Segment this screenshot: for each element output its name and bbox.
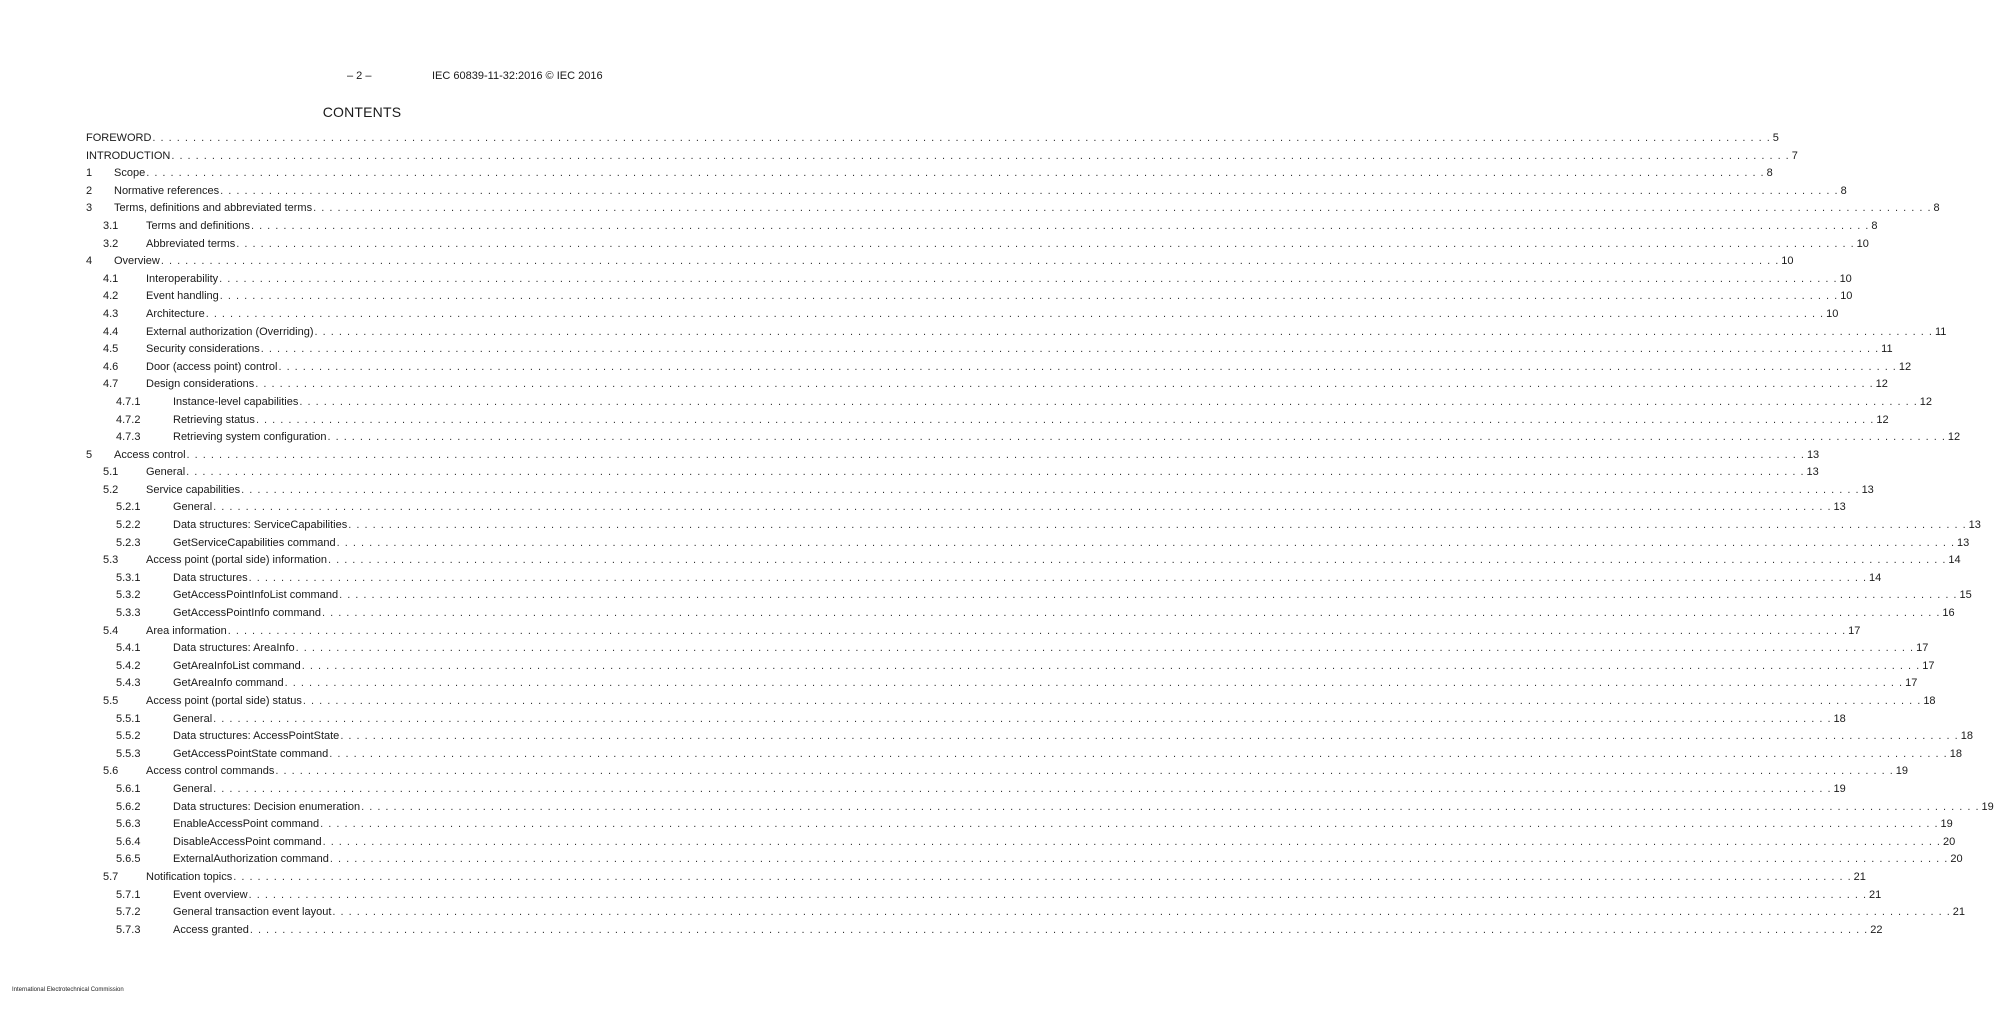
toc-entry-number: 5.2.2 <box>116 519 141 532</box>
toc-entry-page: 14 <box>1946 552 1960 570</box>
dot-leader: . . . . . . . . . . . . . . . . . . . . . . . . . . . . . . . . . . . . . . . . . . . . . . . . . . . . . . . . . . . . . . . . . . . . . . . . . . . . . . . . . . . . . . . . . . . . . . . . . . . . . . . . . . . . . . . . . . . . . . . . . . . . . . . . . . . . . . . . . . . . . . . . . . . . . . . . . . . . . . . . . . . . . . . . . . . . . . . . . . . . . . . . . . . . . . . . . . . . . . . . <box>327 431 1946 444</box>
dot-leader: . . . . . . . . . . . . . . . . . . . . . . . . . . . . . . . . . . . . . . . . . . . . . . . . . . . . . . . . . . . . . . . . . . . . . . . . . . . . . . . . . . . . . . . . . . . . . . . . . . . . . . . . . . . . . . . . . . . . . . . . . . . . . . . . . . . . . . . . . . . . . . . . . . . . . . . . . . . . . . . . . . . . . . . . . . . . . . . . . . . . . . . . . . . . . . . . . . . . . . . . <box>336 536 1956 549</box>
dot-leader: . . . . . . . . . . . . . . . . . . . . . . . . . . . . . . . . . . . . . . . . . . . . . . . . . . . . . . . . . . . . . . . . . . . . . . . . . . . . . . . . . . . . . . . . . . . . . . . . . . . . . . . . . . . . . . . . . . . . . . . . . . . . . . . . . . . . . . . . . . . . . . . . . . . . . . . . . . . . . . . . . . . . . . . . . . . . . . . . . . . . . . . . . . . . . . . . . . . . . . . . <box>186 448 1805 461</box>
toc-entry-page: 7 <box>1790 148 1798 166</box>
toc-entry[interactable] <box>86 640 1929 658</box>
toc-entry-label: Notification topics <box>146 869 233 887</box>
toc-entry-page: 10 <box>1779 253 1793 271</box>
toc-entry[interactable] <box>86 148 1798 166</box>
toc-entry-page: 8 <box>1932 200 1940 218</box>
dot-leader: . . . . . . . . . . . . . . . . . . . . . . . . . . . . . . . . . . . . . . . . . . . . . . . . . . . . . . . . . . . . . . . . . . . . . . . . . . . . . . . . . . . . . . . . . . . . . . . . . . . . . . . . . . . . . . . . . . . . . . . . . . . . . . . . . . . . . . . . . . . . . . . . . . . . . . . . . . . . . . . . . . . . . . . . . . . . . . . . . . . . . . . . . . . . . . . . . . . . . . . . <box>220 184 1839 197</box>
toc-entry-page: 13 <box>1860 482 1874 500</box>
dot-leader: . . . . . . . . . . . . . . . . . . . . . . . . . . . . . . . . . . . . . . . . . . . . . . . . . . . . . . . . . . . . . . . . . . . . . . . . . . . . . . . . . . . . . . . . . . . . . . . . . . . . . . . . . . . . . . . . . . . . . . . . . . . . . . . . . . . . . . . . . . . . . . . . . . . . . . . . . . . . . . . . . . . . . . . . . . . . . . . . . . . . . . . . . . . . . . . . . . . . . . . . <box>361 800 1980 813</box>
toc-entry[interactable] <box>86 236 1869 254</box>
toc-entry[interactable] <box>86 658 1935 676</box>
toc-entry[interactable] <box>86 165 1773 183</box>
toc-entry-number: 5.4.2 <box>116 659 141 672</box>
toc-entry[interactable] <box>86 922 1883 940</box>
toc-entry[interactable] <box>86 570 1882 588</box>
toc-entry-page: 12 <box>1946 429 1960 447</box>
toc-entry-number: 4.3 <box>103 307 119 320</box>
toc-entry-page: 13 <box>1967 517 1981 535</box>
toc-entry-label: General <box>173 499 213 517</box>
toc-entry-label: DisableAccessPoint command <box>173 834 323 852</box>
toc-entry-number: 5.6.5 <box>116 853 141 866</box>
toc-entry-label: Design considerations <box>146 376 255 394</box>
toc-entry-number: 4.7 <box>103 378 119 391</box>
toc-entry-label: General <box>173 711 213 729</box>
toc-entry-label: Access point (portal side) information <box>146 552 328 570</box>
toc-entry-number: 5.5.1 <box>116 712 141 725</box>
dot-leader: . . . . . . . . . . . . . . . . . . . . . . . . . . . . . . . . . . . . . . . . . . . . . . . . . . . . . . . . . . . . . . . . . . . . . . . . . . . . . . . . . . . . . . . . . . . . . . . . . . . . . . . . . . . . . . . . . . . . . . . . . . . . . . . . . . . . . . . . . . . . . . . . . . . . . . . . . . . . . . . . . . . . . . . . . . . . . . . . . . . . . . . . . . . . . . . . . . . . . . . . <box>250 219 1870 232</box>
toc-entry-page: 15 <box>1957 587 1971 605</box>
toc-entry-number: 5.2.3 <box>116 536 141 549</box>
toc-entry-number: 4.5 <box>103 343 119 356</box>
toc-entry[interactable] <box>86 447 1820 465</box>
toc-entry-page: 11 <box>1933 324 1946 342</box>
dot-leader: . . . . . . . . . . . . . . . . . . . . . . . . . . . . . . . . . . . . . . . . . . . . . . . . . . . . . . . . . . . . . . . . . . . . . . . . . . . . . . . . . . . . . . . . . . . . . . . . . . . . . . . . . . . . . . . . . . . . . . . . . . . . . . . . . . . . . . . . . . . . . . . . . . . . . . . . . . . . . . . . . . . . . . . . . . . . . . . . . . . . . . . . . . . . . . . . . . . . . . . . <box>146 167 1765 180</box>
toc-entry-page: 10 <box>1838 288 1852 306</box>
toc-entry[interactable] <box>86 499 1846 517</box>
toc-entry-number: 5.3.2 <box>116 589 141 602</box>
toc-entry[interactable] <box>86 376 1888 394</box>
toc-entry-page: 10 <box>1838 271 1852 289</box>
dot-leader: . . . . . . . . . . . . . . . . . . . . . . . . . . . . . . . . . . . . . . . . . . . . . . . . . . . . . . . . . . . . . . . . . . . . . . . . . . . . . . . . . . . . . . . . . . . . . . . . . . . . . . . . . . . . . . . . . . . . . . . . . . . . . . . . . . . . . . . . . . . . . . . . . . . . . . . . . . . . . . . . . . . . . . . . . . . . . . . . . . . . . . . . . . . . . . . . . . . . . . . . <box>255 378 1874 391</box>
dot-leader: . . . . . . . . . . . . . . . . . . . . . . . . . . . . . . . . . . . . . . . . . . . . . . . . . . . . . . . . . . . . . . . . . . . . . . . . . . . . . . . . . . . . . . . . . . . . . . . . . . . . . . . . . . . . . . . . . . . . . . . . . . . . . . . . . . . . . . . . . . . . . . . . . . . . . . . . . . . . . . . . . . . . . . . . . . . . . . . . . . . . . . . . . . . . . . . . . . . . . . . . <box>186 466 1805 479</box>
dot-leader: . . . . . . . . . . . . . . . . . . . . . . . . . . . . . . . . . . . . . . . . . . . . . . . . . . . . . . . . . . . . . . . . . . . . . . . . . . . . . . . . . . . . . . . . . . . . . . . . . . . . . . . . . . . . . . . . . . . . . . . . . . . . . . . . . . . . . . . . . . . . . . . . . . . . . . . . . . . . . . . . . . . . . . . . . . . . . . . . . . . . . . . . . . . . . . . . . . . . . . . . <box>249 923 1869 936</box>
toc-entry-page: 10 <box>1855 236 1869 254</box>
toc-entry-label: GetAccessPointInfoList command <box>173 587 339 605</box>
toc-entry[interactable] <box>86 412 1889 430</box>
toc-entry-page: 11 <box>1879 341 1892 359</box>
toc-entry-label: General transaction event layout <box>173 904 332 922</box>
toc-entry-label: General <box>146 464 186 482</box>
dot-leader: . . . . . . . . . . . . . . . . . . . . . . . . . . . . . . . . . . . . . . . . . . . . . . . . . . . . . . . . . . . . . . . . . . . . . . . . . . . . . . . . . . . . . . . . . . . . . . . . . . . . . . . . . . . . . . . . . . . . . . . . . . . . . . . . . . . . . . . . . . . . . . . . . . . . . . . . . . . . . . . . . . . . . . . . . . . . . . . . . . . . . . . . . . . . . . . . . . . . . . . . <box>301 659 1921 672</box>
toc-entry-page: 19 <box>1832 781 1846 799</box>
toc-entry-label: Instance-level capabilities <box>173 394 299 412</box>
toc-entry-number: 5.7.1 <box>116 888 141 901</box>
toc-entry-number: 5.6.1 <box>116 782 141 795</box>
toc-entry-page: 17 <box>1914 640 1928 658</box>
toc-entry-number: 5.2 <box>103 483 119 496</box>
toc-entry-number: 5.3.3 <box>116 607 141 620</box>
toc-entry-page: 8 <box>1869 218 1877 236</box>
toc-entry-label: External authorization (Overriding) <box>146 324 315 342</box>
toc-entry-number: 5.7.2 <box>116 906 141 919</box>
toc-entry[interactable] <box>86 587 1972 605</box>
dot-leader: . . . . . . . . . . . . . . . . . . . . . . . . . . . . . . . . . . . . . . . . . . . . . . . . . . . . . . . . . . . . . . . . . . . . . . . . . . . . . . . . . . . . . . . . . . . . . . . . . . . . . . . . . . . . . . . . . . . . . . . . . . . . . . . . . . . . . . . . . . . . . . . . . . . . . . . . . . . . . . . . . . . . . . . . . . . . . . . . . . . . . . . . . . . . . . . . . . . . . . . . <box>260 343 1880 356</box>
toc-entry-number: 4.2 <box>103 290 119 303</box>
toc-entry-page: 19 <box>1980 799 1994 817</box>
toc-entry-page: 22 <box>1868 922 1882 940</box>
toc-entry[interactable] <box>86 359 1912 377</box>
toc-entry-label: Retrieving status <box>173 412 256 430</box>
dot-leader: . . . . . . . . . . . . . . . . . . . . . . . . . . . . . . . . . . . . . . . . . . . . . . . . . . . . . . . . . . . . . . . . . . . . . . . . . . . . . . . . . . . . . . . . . . . . . . . . . . . . . . . . . . . . . . . . . . . . . . . . . . . . . . . . . . . . . . . . . . . . . . . . . . . . . . . . . . . . . . . . . . . . . . . . . . . . . . . . . . . . . . . . . . . . . . . . . . . . . . . . <box>213 782 1832 795</box>
toc-entry[interactable] <box>86 693 1936 711</box>
toc-entry-label: Event handling <box>146 288 220 306</box>
dot-leader: . . . . . . . . . . . . . . . . . . . . . . . . . . . . . . . . . . . . . . . . . . . . . . . . . . . . . . . . . . . . . . . . . . . . . . . . . . . . . . . . . . . . . . . . . . . . . . . . . . . . . . . . . . . . . . . . . . . . . . . . . . . . . . . . . . . . . . . . . . . . . . . . . . . . . . . . . . . . . . . . . . . . . . . . . . . . . . . . . . . . . . . . . . . . . . . . . . . . . . . . <box>278 360 1897 373</box>
toc-entry[interactable] <box>86 218 1878 236</box>
dot-leader: . . . . . . . . . . . . . . . . . . . . . . . . . . . . . . . . . . . . . . . . . . . . . . . . . . . . . . . . . . . . . . . . . . . . . . . . . . . . . . . . . . . . . . . . . . . . . . . . . . . . . . . . . . . . . . . . . . . . . . . . . . . . . . . . . . . . . . . . . . . . . . . . . . . . . . . . . . . . . . . . . . . . . . . . . . . . . . . . . . . . . . . . . . . . . . . . . . . . . . . . <box>213 501 1832 514</box>
page-header <box>0 70 724 86</box>
toc-entry-page: 17 <box>1846 623 1860 641</box>
dot-leader: . . . . . . . . . . . . . . . . . . . . . . . . . . . . . . . . . . . . . . . . . . . . . . . . . . . . . . . . . . . . . . . . . . . . . . . . . . . . . . . . . . . . . . . . . . . . . . . . . . . . . . . . . . . . . . . . . . . . . . . . . . . . . . . . . . . . . . . . . . . . . . . . . . . . . . . . . . . . . . . . . . . . . . . . . . . . . . . . . . . . . . . . . . . . . . . . . . . . . . . . <box>302 695 1922 707</box>
toc-entry[interactable] <box>86 816 1953 834</box>
toc-entry-number: 5.5 <box>103 695 119 707</box>
dot-leader: . . . . . . . . . . . . . . . . . . . . . . . . . . . . . . . . . . . . . . . . . . . . . . . . . . . . . . . . . . . . . . . . . . . . . . . . . . . . . . . . . . . . . . . . . . . . . . . . . . . . . . . . . . . . . . . . . . . . . . . . . . . . . . . . . . . . . . . . . . . . . . . . . . . . . . . . . . . . . . . . . . . . . . . . . . . . . . . . . . . . . . . . . . . . . . . . . . . . . . . . <box>329 747 1948 760</box>
toc-entry-label: Terms and definitions <box>146 218 251 236</box>
toc-entry-label: INTRODUCTION <box>86 148 171 166</box>
toc-entry-number: 3.2 <box>103 237 119 250</box>
toc-entry[interactable] <box>86 746 1962 764</box>
dot-leader: . . . . . . . . . . . . . . . . . . . . . . . . . . . . . . . . . . . . . . . . . . . . . . . . . . . . . . . . . . . . . . . . . . . . . . . . . . . . . . . . . . . . . . . . . . . . . . . . . . . . . . . . . . . . . . . . . . . . . . . . . . . . . . . . . . . . . . . . . . . . . . . . . . . . . . . . . . . . . . . . . . . . . . . . . . . . . . . . . . . . . . . . . . . . . . . . . . . . . . . . <box>322 835 1941 848</box>
toc-entry-page: 19 <box>1894 763 1908 781</box>
dot-leader: . . . . . . . . . . . . . . . . . . . . . . . . . . . . . . . . . . . . . . . . . . . . . . . . . . . . . . . . . . . . . . . . . . . . . . . . . . . . . . . . . . . . . . . . . . . . . . . . . . . . . . . . . . . . . . . . . . . . . . . . . . . . . . . . . . . . . . . . . . . . . . . . . . . . . . . . . . . . . . . . . . . . . . . . . . . . . . . . . . . . . . . . . . . . . . . . . . . . . . . . <box>320 818 1939 831</box>
toc-entry[interactable] <box>86 763 1909 781</box>
toc-entry-label: ExternalAuthorization command <box>173 851 330 869</box>
toc-entry-label: Data structures: AreaInfo <box>173 640 296 658</box>
toc-entry-label: Abbreviated terms <box>146 236 236 254</box>
toc-entry[interactable] <box>86 552 1961 570</box>
toc-entry-label: GetAccessPointState command <box>173 746 329 764</box>
toc-entry-page: 12 <box>1874 376 1888 394</box>
toc-entry-number: 5.6.4 <box>116 835 141 848</box>
toc-entry[interactable] <box>86 324 1947 342</box>
toc-entry[interactable] <box>86 130 1779 148</box>
toc-entry-number: 4.7.1 <box>116 395 141 408</box>
toc-entry-number: 4.7.2 <box>116 413 141 426</box>
toc-entry-number: 4.1 <box>103 272 119 285</box>
contents-title: CONTENTS <box>322 104 402 120</box>
toc-entry-label: GetServiceCapabilities command <box>173 535 337 553</box>
dot-leader: . . . . . . . . . . . . . . . . . . . . . . . . . . . . . . . . . . . . . . . . . . . . . . . . . . . . . . . . . . . . . . . . . . . . . . . . . . . . . . . . . . . . . . . . . . . . . . . . . . . . . . . . . . . . . . . . . . . . . . . . . . . . . . . . . . . . . . . . . . . . . . . . . . . . . . . . . . . . . . . . . . . . . . . . . . . . . . . . . . . . . . . . . . . . . . . . . . . . . . . . <box>233 870 1852 883</box>
toc-entry[interactable] <box>86 605 1955 623</box>
toc-entry[interactable] <box>86 271 1852 289</box>
toc-entry[interactable] <box>86 799 1994 817</box>
toc-entry-page: 21 <box>1852 869 1866 887</box>
toc-entry-label: Event overview <box>173 887 249 905</box>
toc-entry-number: 3.1 <box>103 219 119 232</box>
toc-entry[interactable] <box>86 394 1933 412</box>
toc-entry-label: GetAreaInfoList command <box>173 658 302 676</box>
dot-leader: . . . . . . . . . . . . . . . . . . . . . . . . . . . . . . . . . . . . . . . . . . . . . . . . . . . . . . . . . . . . . . . . . . . . . . . . . . . . . . . . . . . . . . . . . . . . . . . . . . . . . . . . . . . . . . . . . . . . . . . . . . . . . . . . . . . . . . . . . . . . . . . . . . . . . . . . . . . . . . . . . . . . . . . . . . . . . . . . . . . . . . . . . . . . . . . . . . . . . . . . <box>255 413 1875 426</box>
toc-entry-number: 5 <box>86 448 93 461</box>
dot-leader: . . . . . . . . . . . . . . . . . . . . . . . . . . . . . . . . . . . . . . . . . . . . . . . . . . . . . . . . . . . . . . . . . . . . . . . . . . . . . . . . . . . . . . . . . . . . . . . . . . . . . . . . . . . . . . . . . . . . . . . . . . . . . . . . . . . . . . . . . . . . . . . . . . . . . . . . . . . . . . . . . . . . . . . . . . . . . . . . . . . . . . . . . . . . . . . . . . . . . . . . <box>332 906 1951 919</box>
toc-entry[interactable] <box>86 183 1847 201</box>
toc-entry-label: GetAreaInfo command <box>173 675 285 693</box>
dot-leader: . . . . . . . . . . . . . . . . . . . . . . . . . . . . . . . . . . . . . . . . . . . . . . . . . . . . . . . . . . . . . . . . . . . . . . . . . . . . . . . . . . . . . . . . . . . . . . . . . . . . . . . . . . . . . . . . . . . . . . . . . . . . . . . . . . . . . . . . . . . . . . . . . . . . . . . . . . . . . . . . . . . . . . . . . . . . . . . . . . . . . . . . . . . . . . . . . . . . . . . . <box>160 255 1780 268</box>
toc-entry-page: 8 <box>1839 183 1847 201</box>
toc-entry[interactable] <box>86 429 1961 447</box>
dot-leader: . . . . . . . . . . . . . . . . . . . . . . . . . . . . . . . . . . . . . . . . . . . . . . . . . . . . . . . . . . . . . . . . . . . . . . . . . . . . . . . . . . . . . . . . . . . . . . . . . . . . . . . . . . . . . . . . . . . . . . . . . . . . . . . . . . . . . . . . . . . . . . . . . . . . . . . . . . . . . . . . . . . . . . . . . . . . . . . . . . . . . . . . . . . . . . . . . . . . . . . . <box>329 853 1949 866</box>
toc-entry[interactable] <box>86 675 1918 693</box>
publisher-footer: International Electrotechnical Commission <box>12 987 124 993</box>
dot-leader: . . . . . . . . . . . . . . . . . . . . . . . . . . . . . . . . . . . . . . . . . . . . . . . . . . . . . . . . . . . . . . . . . . . . . . . . . . . . . . . . . . . . . . . . . . . . . . . . . . . . . . . . . . . . . . . . . . . . . . . . . . . . . . . . . . . . . . . . . . . . . . . . . . . . . . . . . . . . . . . . . . . . . . . . . . . . . . . . . . . . . . . . . . . . . . . . . . . . . . . . <box>339 589 1958 602</box>
toc-entry-number: 3 <box>86 202 93 215</box>
toc-entry-page: 18 <box>1832 711 1846 729</box>
dot-leader: . . . . . . . . . . . . . . . . . . . . . . . . . . . . . . . . . . . . . . . . . . . . . . . . . . . . . . . . . . . . . . . . . . . . . . . . . . . . . . . . . . . . . . . . . . . . . . . . . . . . . . . . . . . . . . . . . . . . . . . . . . . . . . . . . . . . . . . . . . . . . . . . . . . . . . . . . . . . . . . . . . . . . . . . . . . . . . . . . . . . . . . . . . . . . . . . . . . . . . . . <box>295 642 1915 655</box>
dot-leader: . . . . . . . . . . . . . . . . . . . . . . . . . . . . . . . . . . . . . . . . . . . . . . . . . . . . . . . . . . . . . . . . . . . . . . . . . . . . . . . . . . . . . . . . . . . . . . . . . . . . . . . . . . . . . . . . . . . . . . . . . . . . . . . . . . . . . . . . . . . . . . . . . . . . . . . . . . . . . . . . . . . . . . . . . . . . . . . . . . . . . . . . . . . . . . . . . . . . . . . . <box>219 290 1839 303</box>
toc-entry-label: Terms, definitions and abbreviated terms <box>114 200 313 218</box>
toc-entry-page: 13 <box>1805 447 1819 465</box>
toc-entry-number: 5.4.3 <box>116 677 141 690</box>
toc-entry-label: Access control commands <box>146 763 275 781</box>
dot-leader: . . . . . . . . . . . . . . . . . . . . . . . . . . . . . . . . . . . . . . . . . . . . . . . . . . . . . . . . . . . . . . . . . . . . . . . . . . . . . . . . . . . . . . . . . . . . . . . . . . . . . . . . . . . . . . . . . . . . . . . . . . . . . . . . . . . . . . . . . . . . . . . . . . . . . . . . . . . . . . . . . . . . . . . . . . . . . . . . . . . . . . . . . . . . . . . . . . . . . . . . <box>248 888 1867 901</box>
toc-entry-page: 20 <box>1941 834 1955 852</box>
toc-entry-label: Data structures <box>173 570 249 588</box>
dot-leader: . . . . . . . . . . . . . . . . . . . . . . . . . . . . . . . . . . . . . . . . . . . . . . . . . . . . . . . . . . . . . . . . . . . . . . . . . . . . . . . . . . . . . . . . . . . . . . . . . . . . . . . . . . . . . . . . . . . . . . . . . . . . . . . . . . . . . . . . . . . . . . . . . . . . . . . . . . . . . . . . . . . . . . . . . . . . . . . . . . . . . . . . . . . . . . . . . . . . . . . . <box>205 307 1825 320</box>
toc-entry[interactable] <box>86 288 1853 306</box>
toc-entry-page: 13 <box>1955 535 1969 553</box>
toc-entry-label: Area information <box>146 623 228 641</box>
dot-leader: . . . . . . . . . . . . . . . . . . . . . . . . . . . . . . . . . . . . . . . . . . . . . . . . . . . . . . . . . . . . . . . . . . . . . . . . . . . . . . . . . . . . . . . . . . . . . . . . . . . . . . . . . . . . . . . . . . . . . . . . . . . . . . . . . . . . . . . . . . . . . . . . . . . . . . . . . . . . . . . . . . . . . . . . . . . . . . . . . . . . . . . . . . . . . . . . . . . . . . . . <box>299 395 1918 408</box>
page-number: – 2 – <box>347 70 372 82</box>
toc-entry[interactable] <box>86 887 1882 905</box>
toc-entry-number: 5.7 <box>103 870 119 883</box>
toc-entry-label: Data structures: AccessPointState <box>173 728 340 746</box>
toc-entry-label: Service capabilities <box>146 482 241 500</box>
toc-entry-page: 21 <box>1951 904 1965 922</box>
toc-entry[interactable] <box>86 781 1846 799</box>
toc-entry-page: 17 <box>1903 675 1917 693</box>
toc-entry[interactable] <box>86 464 1819 482</box>
dot-leader: . . . . . . . . . . . . . . . . . . . . . . . . . . . . . . . . . . . . . . . . . . . . . . . . . . . . . . . . . . . . . . . . . . . . . . . . . . . . . . . . . . . . . . . . . . . . . . . . . . . . . . . . . . . . . . . . . . . . . . . . . . . . . . . . . . . . . . . . . . . . . . . . . . . . . . . . . . . . . . . . . . . . . . . . . . . . . . . . . . . . . . . . . . . . . . . . . . . . . . . . <box>340 730 1959 743</box>
toc-entry-number: 5.7.3 <box>116 923 141 936</box>
toc-entry-page: 5 <box>1771 130 1779 148</box>
toc-entry-label: Interoperability <box>146 271 219 289</box>
toc-entry-page: 12 <box>1874 412 1888 430</box>
toc-entry-number: 5.2.1 <box>116 501 141 514</box>
toc-entry-page: 18 <box>1959 728 1973 746</box>
dot-leader: . . . . . . . . . . . . . . . . . . . . . . . . . . . . . . . . . . . . . . . . . . . . . . . . . . . . . . . . . . . . . . . . . . . . . . . . . . . . . . . . . . . . . . . . . . . . . . . . . . . . . . . . . . . . . . . . . . . . . . . . . . . . . . . . . . . . . . . . . . . . . . . . . . . . . . . . . . . . . . . . . . . . . . . . . . . . . . . . . . . . . . . . . . . . . . . . . . . . . . . . <box>227 624 1847 637</box>
toc-entry-label: GetAccessPointInfo command <box>173 605 322 623</box>
toc-entry-page: 13 <box>1832 499 1846 517</box>
toc-entry-page: 10 <box>1824 306 1838 324</box>
toc-entry-label: Access control <box>114 447 187 465</box>
toc-entry-number: 4 <box>86 255 93 268</box>
toc-entry-label: Data structures: ServiceCapabilities <box>173 517 348 535</box>
dot-leader: . . . . . . . . . . . . . . . . . . . . . . . . . . . . . . . . . . . . . . . . . . . . . . . . . . . . . . . . . . . . . . . . . . . . . . . . . . . . . . . . . . . . . . . . . . . . . . . . . . . . . . . . . . . . . . . . . . . . . . . . . . . . . . . . . . . . . . . . . . . . . . . . . . . . . . . . . . . . . . . . . . . . . . . . . . . . . . . . . . . . . . . . . . . . . . . . . . . . . . . . <box>248 571 1867 584</box>
toc-entry[interactable] <box>86 904 1966 922</box>
toc-entry-page: 21 <box>1867 887 1881 905</box>
toc-entry-number: 5.4 <box>103 624 119 637</box>
toc-entry-number: 4.7.3 <box>116 431 141 444</box>
table-of-contents <box>86 130 1994 939</box>
dot-leader: . . . . . . . . . . . . . . . . . . . . . . . . . . . . . . . . . . . . . . . . . . . . . . . . . . . . . . . . . . . . . . . . . . . . . . . . . . . . . . . . . . . . . . . . . . . . . . . . . . . . . . . . . . . . . . . . . . . . . . . . . . . . . . . . . . . . . . . . . . . . . . . . . . . . . . . . . . . . . . . . . . . . . . . . . . . . . . . . . . . . . . . . . . . . . . . . . . . . . . . . <box>327 554 1947 567</box>
toc-entry-number: 5.3 <box>103 554 119 567</box>
toc-entry-label: FOREWORD <box>86 130 152 148</box>
dot-leader: . . . . . . . . . . . . . . . . . . . . . . . . . . . . . . . . . . . . . . . . . . . . . . . . . . . . . . . . . . . . . . . . . . . . . . . . . . . . . . . . . . . . . . . . . . . . . . . . . . . . . . . . . . . . . . . . . . . . . . . . . . . . . . . . . . . . . . . . . . . . . . . . . . . . . . . . . . . . . . . . . . . . . . . . . . . . . . . . . . . . . . . . . . . . . . . . . . . . . . . . <box>213 712 1832 725</box>
toc-entry-label: Access point (portal side) status <box>146 693 303 711</box>
dot-leader: . . . . . . . . . . . . . . . . . . . . . . . . . . . . . . . . . . . . . . . . . . . . . . . . . . . . . . . . . . . . . . . . . . . . . . . . . . . . . . . . . . . . . . . . . . . . . . . . . . . . . . . . . . . . . . . . . . . . . . . . . . . . . . . . . . . . . . . . . . . . . . . . . . . . . . . . . . . . . . . . . . . . . . . . . . . . . . . . . . . . . . . . . . . . . . . . . . . . . . . . <box>241 483 1860 496</box>
toc-entry[interactable] <box>86 253 1794 271</box>
dot-leader: . . . . . . . . . . . . . . . . . . . . . . . . . . . . . . . . . . . . . . . . . . . . . . . . . . . . . . . . . . . . . . . . . . . . . . . . . . . . . . . . . . . . . . . . . . . . . . . . . . . . . . . . . . . . . . . . . . . . . . . . . . . . . . . . . . . . . . . . . . . . . . . . . . . . . . . . . . . . . . . . . . . . . . . . . . . . . . . . . . . . . . . . . . . . . . . . . . . . . . . . <box>171 149 1790 162</box>
toc-entry[interactable] <box>86 711 1846 729</box>
toc-entry-page: 13 <box>1805 464 1819 482</box>
toc-entry-page: 12 <box>1918 394 1932 412</box>
toc-entry-number: 5.6 <box>103 765 119 778</box>
toc-entry-label: Overview <box>114 253 161 271</box>
toc-entry-page: 14 <box>1867 570 1881 588</box>
toc-entry-page: 19 <box>1939 816 1953 834</box>
toc-entry-number: 5.1 <box>103 466 119 479</box>
dot-leader: . . . . . . . . . . . . . . . . . . . . . . . . . . . . . . . . . . . . . . . . . . . . . . . . . . . . . . . . . . . . . . . . . . . . . . . . . . . . . . . . . . . . . . . . . . . . . . . . . . . . . . . . . . . . . . . . . . . . . . . . . . . . . . . . . . . . . . . . . . . . . . . . . . . . . . . . . . . . . . . . . . . . . . . . . . . . . . . . . . . . . . . . . . . . . . . . . . . . . . . . <box>236 237 1855 250</box>
toc-entry-number: 5.5.3 <box>116 747 141 760</box>
toc-entry-label: Data structures: Decision enumeration <box>173 799 361 817</box>
toc-entry-number: 1 <box>86 167 93 180</box>
dot-leader: . . . . . . . . . . . . . . . . . . . . . . . . . . . . . . . . . . . . . . . . . . . . . . . . . . . . . . . . . . . . . . . . . . . . . . . . . . . . . . . . . . . . . . . . . . . . . . . . . . . . . . . . . . . . . . . . . . . . . . . . . . . . . . . . . . . . . . . . . . . . . . . . . . . . . . . . . . . . . . . . . . . . . . . . . . . . . . . . . . . . . . . . . . . . . . . . . . . . . . . . <box>275 765 1894 778</box>
dot-leader: . . . . . . . . . . . . . . . . . . . . . . . . . . . . . . . . . . . . . . . . . . . . . . . . . . . . . . . . . . . . . . . . . . . . . . . . . . . . . . . . . . . . . . . . . . . . . . . . . . . . . . . . . . . . . . . . . . . . . . . . . . . . . . . . . . . . . . . . . . . . . . . . . . . . . . . . . . . . . . . . . . . . . . . . . . . . . . . . . . . . . . . . . . . . . . . . . . . . . . . . <box>152 132 1771 144</box>
toc-entry-page: 20 <box>1948 851 1962 869</box>
dot-leader: . . . . . . . . . . . . . . . . . . . . . . . . . . . . . . . . . . . . . . . . . . . . . . . . . . . . . . . . . . . . . . . . . . . . . . . . . . . . . . . . . . . . . . . . . . . . . . . . . . . . . . . . . . . . . . . . . . . . . . . . . . . . . . . . . . . . . . . . . . . . . . . . . . . . . . . . . . . . . . . . . . . . . . . . . . . . . . . . . . . . . . . . . . . . . . . . . . . . . . . . <box>348 519 1967 532</box>
toc-entry-page: 12 <box>1897 359 1911 377</box>
toc-entry-page: 18 <box>1948 746 1962 764</box>
toc-entry[interactable] <box>86 482 1874 500</box>
toc-entry[interactable] <box>86 517 1981 535</box>
toc-entry-page: 17 <box>1920 658 1934 676</box>
toc-entry[interactable] <box>86 851 1963 869</box>
toc-entry-number: 4.4 <box>103 325 119 338</box>
toc-entry-number: 5.4.1 <box>116 642 141 655</box>
toc-entry[interactable] <box>86 341 1893 359</box>
toc-entry-page: 16 <box>1940 605 1954 623</box>
dot-leader: . . . . . . . . . . . . . . . . . . . . . . . . . . . . . . . . . . . . . . . . . . . . . . . . . . . . . . . . . . . . . . . . . . . . . . . . . . . . . . . . . . . . . . . . . . . . . . . . . . . . . . . . . . . . . . . . . . . . . . . . . . . . . . . . . . . . . . . . . . . . . . . . . . . . . . . . . . . . . . . . . . . . . . . . . . . . . . . . . . . . . . . . . . . . . . . . . . . . . . . . <box>314 325 1933 338</box>
toc-entry-label: Retrieving system configuration <box>173 429 327 447</box>
toc-entry[interactable] <box>86 728 1973 746</box>
toc-entry-label: Access granted <box>173 922 250 940</box>
toc-entry-label: Normative references <box>114 183 220 201</box>
toc-entry-label: Architecture <box>146 306 206 324</box>
dot-leader: . . . . . . . . . . . . . . . . . . . . . . . . . . . . . . . . . . . . . . . . . . . . . . . . . . . . . . . . . . . . . . . . . . . . . . . . . . . . . . . . . . . . . . . . . . . . . . . . . . . . . . . . . . . . . . . . . . . . . . . . . . . . . . . . . . . . . . . . . . . . . . . . . . . . . . . . . . . . . . . . . . . . . . . . . . . . . . . . . . . . . . . . . . . . . . . . . . . . . . . . <box>284 677 1904 690</box>
dot-leader: . . . . . . . . . . . . . . . . . . . . . . . . . . . . . . . . . . . . . . . . . . . . . . . . . . . . . . . . . . . . . . . . . . . . . . . . . . . . . . . . . . . . . . . . . . . . . . . . . . . . . . . . . . . . . . . . . . . . . . . . . . . . . . . . . . . . . . . . . . . . . . . . . . . . . . . . . . . . . . . . . . . . . . . . . . . . . . . . . . . . . . . . . . . . . . . . . . . . . . . . <box>321 607 1941 620</box>
toc-entry[interactable] <box>86 623 1861 641</box>
toc-entry-number: 5.6.2 <box>116 800 141 813</box>
toc-entry[interactable] <box>86 306 1839 324</box>
toc-entry-page: 18 <box>1921 693 1935 711</box>
toc-entry-label: Door (access point) control <box>146 359 278 377</box>
toc-entry-label: General <box>173 781 213 799</box>
toc-entry-number: 5.6.3 <box>116 818 141 831</box>
toc-entry[interactable] <box>86 869 1866 887</box>
toc-entry-number: 5.3.1 <box>116 571 141 584</box>
toc-entry-number: 2 <box>86 184 93 197</box>
toc-entry[interactable] <box>86 200 1940 218</box>
toc-entry[interactable] <box>86 535 1970 553</box>
toc-entry-number: 5.5.2 <box>116 730 141 743</box>
toc-entry-label: Security considerations <box>146 341 261 359</box>
dot-leader: . . . . . . . . . . . . . . . . . . . . . . . . . . . . . . . . . . . . . . . . . . . . . . . . . . . . . . . . . . . . . . . . . . . . . . . . . . . . . . . . . . . . . . . . . . . . . . . . . . . . . . . . . . . . . . . . . . . . . . . . . . . . . . . . . . . . . . . . . . . . . . . . . . . . . . . . . . . . . . . . . . . . . . . . . . . . . . . . . . . . . . . . . . . . . . . . . . . . . . . . <box>219 272 1838 285</box>
toc-entry[interactable] <box>86 834 1956 852</box>
toc-entry-page: 8 <box>1765 165 1773 183</box>
dot-leader: . . . . . . . . . . . . . . . . . . . . . . . . . . . . . . . . . . . . . . . . . . . . . . . . . . . . . . . . . . . . . . . . . . . . . . . . . . . . . . . . . . . . . . . . . . . . . . . . . . . . . . . . . . . . . . . . . . . . . . . . . . . . . . . . . . . . . . . . . . . . . . . . . . . . . . . . . . . . . . . . . . . . . . . . . . . . . . . . . . . . . . . . . . . . . . . . . . . . . . . . <box>313 202 1932 215</box>
standard-reference: IEC 60839-11-32:2016 © IEC 2016 <box>432 70 603 82</box>
toc-entry-label: Scope <box>114 165 146 183</box>
toc-entry-label: EnableAccessPoint command <box>173 816 320 834</box>
toc-entry-number: 4.6 <box>103 360 119 373</box>
